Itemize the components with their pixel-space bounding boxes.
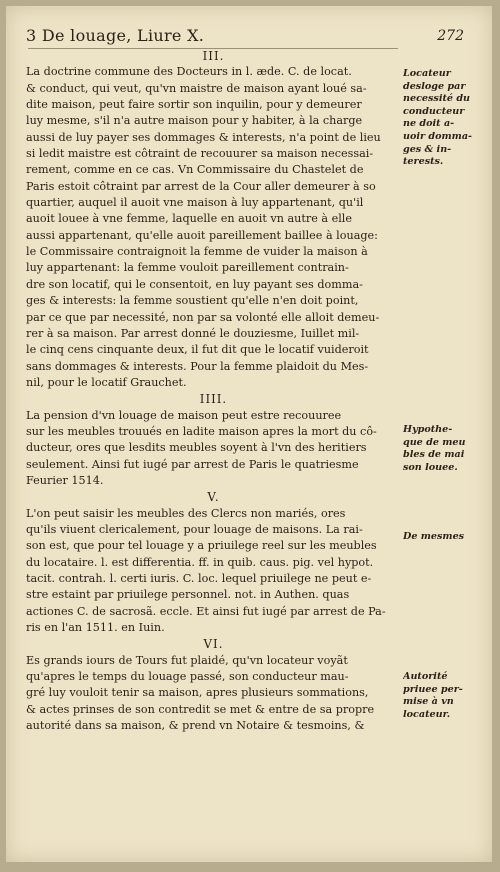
text-line: gré luy vouloit tenir sa maison, apres plusieurs sommations, [26,686,369,700]
text-line: ducteur, ores que lesdits meubles soyent à l'vn des heritiers [26,441,367,455]
text-line: L'on peut saisir les meubles des Clercs non mariés, ores [26,506,346,520]
text-line: le Commissaire contraignoit la femme de vuider la maison à [26,245,368,259]
margin-note-line: locateur. [403,708,451,720]
text-line: qu'ils viuent clericalement, pour louage de maisons. La rai- [26,522,363,536]
text-line: La pension d'vn louage de maison peut estre recouuree [26,408,342,422]
text-line: Paris estoit côtraint par arrest de la Cour aller demeurer à so [26,179,376,193]
margin-note-line: desloge par [403,80,466,92]
running-header [26,26,464,48]
margin-note-autorite [403,671,489,721]
margin-note-line: Hypothe- [403,424,453,435]
margin-note-line: ne doit a- [403,118,455,130]
text-line: aussi de luy payer ses dommages & interests, n'a point de lieu [26,130,381,144]
section-heading: V. [207,490,220,505]
book-page [6,6,492,862]
margin-note-line: conducteur [403,105,465,117]
margin-note-line: terests. [403,156,444,168]
text-line: du locataire. l. est differentia. ff. in quib. caus. pig. vel hypot. [26,555,374,569]
main-text [26,48,401,734]
margin-note-de-mesmes [403,531,489,544]
section-heading: III. [202,49,225,63]
text-line: & actes prinses de son contredit se met & entre de sa propre [26,702,375,716]
text-line: autorité dans sa maison, & prend vn Notaire & tesmoins, & [26,719,365,733]
text-line: rer à sa maison. Par arrest donné le douziesme, Iuillet mil- [26,326,360,340]
running-title: 3 De louage, Liure X. [26,26,205,45]
text-line: stre estaint par priuilege personnel. not. in Authen. quas [26,588,350,602]
text-line: Feurier 1514. [26,473,104,487]
margin-note-line: necessité du [403,93,471,105]
text-line: La doctrine commune des Docteurs in l. æde. C. de locat. [26,65,352,79]
text-line: qu'apres le temps du louage passé, son conducteur mau- [26,670,349,684]
text-line: sans dommages & interests. Pour la femme plaidoit du Mes- [26,359,369,373]
page-number: 272 [437,28,464,44]
text-line: par ce que par necessité, non par sa volonté elle alloit demeu- [26,310,380,324]
text-line: aussi appartenant, qu'elle auoit pareillement baillee à louage: [26,228,378,242]
text-line: tacit. contrah. l. certi iuris. C. loc. lequel priuilege ne peut e- [26,572,372,585]
margin-note-line: bles de mai [403,449,465,461]
text-line: sur les meubles trouués en ladite maison apres la mort du cô- [26,424,377,438]
margin-note-line: son louee. [403,461,458,473]
margin-note-locateur [403,68,489,169]
text-line: rement, comme en ce cas. Vn Commissaire du Chastelet de [26,163,364,177]
text-line: seulement. Ainsi fut iugé par arrest de Paris le quatriesme [26,457,359,471]
margin-note-line: que de meu [403,436,466,448]
text-line: ges & interests: la femme soustient qu'elle n'en doit point, [26,294,359,308]
text-line: auoit louee à vne femme, laquelle en auoit vn autre à elle [26,212,352,226]
text-line: luy mesme, s'il n'a autre maison pour y habiter, à la charge [26,114,363,128]
margin-note-line: uoir domma- [403,130,473,142]
text-line: dre son locatif, qui le consentoit, en luy payant ses domma- [26,277,363,291]
section-heading: IIII. [199,392,228,407]
text-line: dite maison, peut faire sortir son inquilin, pour y demeurer [26,98,362,112]
text-line: Es grands iours de Tours fut plaidé, qu'vn locateur voyãt [26,653,348,667]
margin-note-line: priuee per- [403,683,463,695]
margin-note-line: mise à vn [403,696,454,708]
margin-note-line: ges & in- [403,143,452,155]
text-line: quartier, auquel il auoit vne maison à luy appartenant, qu'il [26,196,364,210]
text-line: si ledit maistre est côtraint de recouurer sa maison necessai- [26,147,374,161]
margin-note-line: Autorité [403,671,448,682]
text-line: le cinq cens cinquante deux, il fut dit que le locatif vuideroit [26,343,369,357]
margin-note-hypotheque [403,424,489,474]
section-heading: VI. [203,637,224,652]
margin-note-line: Locateur [403,68,451,79]
text-line: & conduct, qui veut, qu'vn maistre de maison ayant loué sa- [26,81,367,95]
text-line: actiones C. de sacrosã. eccle. Et ainsi fut iugé par arrest de Pa- [26,604,386,618]
text-line: nil, pour le locatif Grauchet. [26,375,187,389]
margin-note-line: De mesmes [403,531,465,542]
text-line: ris en l'an 1511. en Iuin. [26,621,165,635]
text-line: son est, que pour tel louage y a priuilege reel sur les meubles [26,539,377,553]
text-line: luy appartenant: la femme vouloit pareillement contrain- [26,261,349,275]
